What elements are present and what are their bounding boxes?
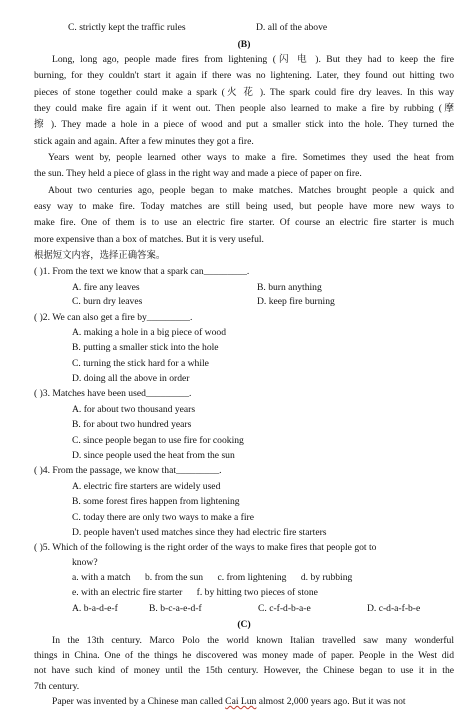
option-d: D. all of the above <box>256 22 328 34</box>
q3-option-a[interactable]: A. for about two thousand years <box>72 403 196 415</box>
instruction: 根据短文内容，选择正确答案。 <box>34 250 166 261</box>
q2-option-a[interactable]: A. making a hole in a big piece of wood <box>72 326 226 338</box>
q5-option-d[interactable]: D. c-d-a-f-b-e <box>367 602 421 614</box>
c-p2-name: Cai Lun <box>225 696 257 707</box>
c-p2-text-after: almost 2,000 years ago. But it was not <box>256 696 406 707</box>
q4-option-c[interactable]: C. today there are only two ways to make a fire <box>72 511 254 523</box>
q2-option-b[interactable]: B. putting a smaller stick into the hole <box>72 342 219 354</box>
c-p1-line3: not have such kind of money until the 15th century. However, the Chinese began to use it in the <box>34 665 454 677</box>
q5-items-row2: e. with an electric fire starter f. by hitting two pieces of stone <box>72 587 318 599</box>
b-p1-line1: Long, long ago, people made fires from lightening (闪 电 ). But they had to keep the fire <box>52 54 454 65</box>
q5-items-row1: a. with a match b. from the sun c. from lightening d. by rubbing <box>72 572 353 583</box>
c-p2-text-before: Paper was invented by a Chinese man called <box>52 696 226 707</box>
q4-option-a[interactable]: A. electric fire starters are widely used <box>72 480 221 492</box>
q1-option-d[interactable]: D. keep fire burning <box>257 296 335 308</box>
section-title-b: (B) <box>237 38 251 50</box>
b-p3-line1: About two centuries ago, people began to make matches. Matches brought people a quick and <box>48 184 454 196</box>
b-p1-line2: burning, for they couldn't start it again if there was no lightening. Later, they found out hitting two <box>34 70 454 82</box>
q2-option-c[interactable]: C. turning the stick hard for a while <box>72 357 209 369</box>
q5-option-b[interactable]: B. b-c-a-e-d-f <box>149 602 202 614</box>
q4-option-d[interactable]: D. people haven't used matches since they had electric fire starters <box>72 526 327 538</box>
b-p1-line5: 擦 ). They made a hole in a piece of wood and put a smaller stick into the hole. They turned the <box>34 119 454 131</box>
option-c: C. strictly kept the traffic rules <box>68 22 186 34</box>
question-4-stem: ( )4. From the passage, we know that_________. <box>34 465 222 477</box>
c-p1-line2: things in China. One of the things he discovered was money made of paper. People in the West did <box>34 649 454 661</box>
q1-option-c[interactable]: C. burn dry leaves <box>72 296 143 308</box>
b-p3-line3: make fire. One of them is to use an electric fire starter. Of course an electric fire starter is much <box>34 217 454 229</box>
q1-option-a[interactable]: A. fire any leaves <box>72 281 140 293</box>
q4-option-b[interactable]: B. some forest fires happen from lightening <box>72 496 240 508</box>
b-p3-line4: more expensive than a box of matches. But it is very useful. <box>34 233 264 245</box>
c-p1-line4: 7th century. <box>34 680 80 692</box>
section-title-c: (C) <box>237 619 251 631</box>
q5-option-a[interactable]: A. b-a-d-e-f <box>72 602 118 614</box>
q3-option-c[interactable]: C. since people began to use fire for cooking <box>72 434 244 446</box>
q5-option-c[interactable]: C. c-f-d-b-a-e <box>258 602 311 614</box>
question-3-stem: ( )3. Matches have been used_________. <box>34 388 192 400</box>
b-p1-line3: pieces of stone together could make a spark (火 花 ). The spark could fire dry leaves. In this way <box>34 86 454 98</box>
q3-option-d[interactable]: D. since people used the heat from the sun <box>72 450 235 461</box>
b-p2-line2: the sun. They held a piece of glass in the right way and made a piece of paper on fire. <box>34 168 362 180</box>
c-p2-line1 <box>34 694 454 709</box>
q3-option-b[interactable]: B. for about two hundred years <box>72 419 192 431</box>
question-5-stem-cont: know? <box>72 556 98 568</box>
b-p2-line1: Years went by, people learned other ways to make a fire. Sometimes they used the heat from <box>48 152 454 163</box>
question-2-stem: ( )2. We can also get a fire by_________. <box>34 311 193 323</box>
question-5-stem: ( )5. Which of the following is the right order of the ways to make fires that people got to <box>34 542 377 554</box>
b-p1-line4: they could make fire again if it went out. Then people also learned to make a fire by rubbing (摩 <box>34 103 454 114</box>
c-p1-line1: In the 13th century. Marco Polo the world known Italian travelled saw many wonderful <box>52 634 454 646</box>
question-1-stem: ( )1. From the text we know that a spark can_________. <box>34 266 250 278</box>
q2-option-d[interactable]: D. doing all the above in order <box>72 373 190 385</box>
b-p1-line6: stick again and again. After a few minutes they got a fire. <box>34 135 254 147</box>
q1-option-b[interactable]: B. burn anything <box>257 281 322 293</box>
b-p3-line2: easy way to make fire. Today matches are still being used, but people have more new ways to <box>34 201 454 212</box>
